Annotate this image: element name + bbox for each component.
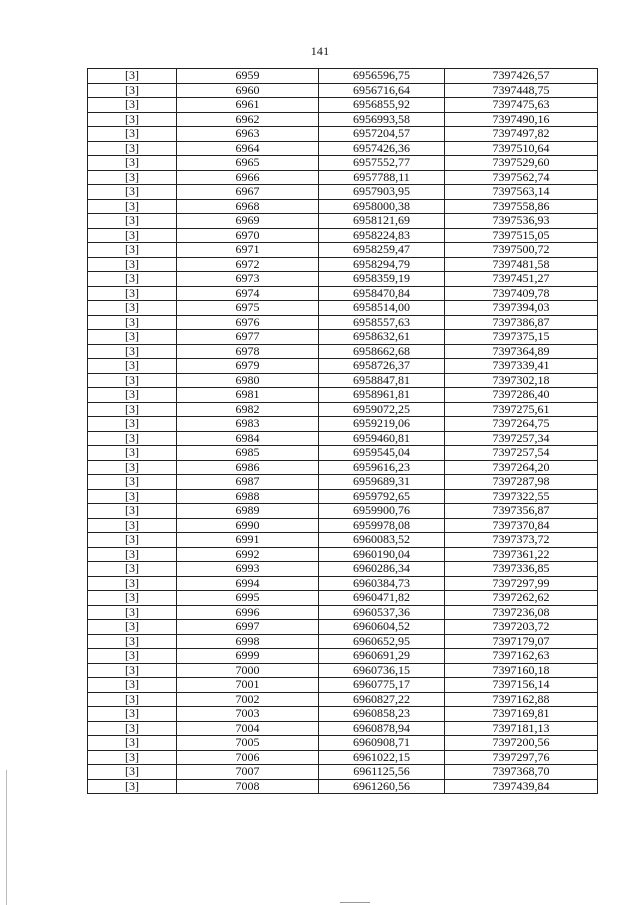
cell-x-coordinate: 6959792,65 [319,489,445,504]
cell-reference: [3] [88,605,177,620]
table-row [88,562,598,577]
cell-y-coordinate: 7397500,72 [445,243,598,258]
cell-y-coordinate: 7397386,87 [445,315,598,330]
cell-reference: [3] [88,591,177,606]
cell-x-coordinate: 6958557,63 [319,315,445,330]
cell-reference: [3] [88,576,177,591]
table-row [88,504,598,519]
cell-y-coordinate: 7397361,22 [445,547,598,562]
cell-y-coordinate: 7397510,64 [445,141,598,156]
table-row [88,315,598,330]
cell-point-number: 6967 [177,185,319,200]
cell-y-coordinate: 7397497,82 [445,127,598,142]
cell-reference: [3] [88,634,177,649]
page-number: 141 [310,44,330,58]
cell-point-number: 6991 [177,533,319,548]
cell-y-coordinate: 7397236,08 [445,605,598,620]
cell-reference: [3] [88,272,177,287]
cell-x-coordinate: 6958359,19 [319,272,445,287]
cell-x-coordinate: 6959219,06 [319,417,445,432]
cell-point-number: 6980 [177,373,319,388]
table-row [88,417,598,432]
cell-y-coordinate: 7397322,55 [445,489,598,504]
cell-reference: [3] [88,489,177,504]
cell-reference: [3] [88,243,177,258]
table-row [88,330,598,345]
cell-x-coordinate: 6960190,04 [319,547,445,562]
cell-y-coordinate: 7397181,13 [445,721,598,736]
cell-x-coordinate: 6959689,31 [319,475,445,490]
cell-point-number: 6997 [177,620,319,635]
cell-y-coordinate: 7397515,05 [445,228,598,243]
cell-point-number: 6998 [177,634,319,649]
table-row [88,402,598,417]
table-row [88,301,598,316]
cell-point-number: 6987 [177,475,319,490]
cell-x-coordinate: 6958662,68 [319,344,445,359]
table-row [88,750,598,765]
cell-y-coordinate: 7397558,86 [445,199,598,214]
cell-reference: [3] [88,678,177,693]
cell-x-coordinate: 6958294,79 [319,257,445,272]
cell-x-coordinate: 6957552,77 [319,156,445,171]
table-row [88,141,598,156]
cell-point-number: 6976 [177,315,319,330]
cell-x-coordinate: 6958470,84 [319,286,445,301]
cell-x-coordinate: 6960537,36 [319,605,445,620]
table-row [88,83,598,98]
cell-point-number: 6979 [177,359,319,374]
cell-y-coordinate: 7397257,54 [445,446,598,461]
cell-reference: [3] [88,736,177,751]
cell-x-coordinate: 6960652,95 [319,634,445,649]
cell-x-coordinate: 6960858,23 [319,707,445,722]
cell-y-coordinate: 7397451,27 [445,272,598,287]
cell-x-coordinate: 6957788,11 [319,170,445,185]
cell-x-coordinate: 6956596,75 [319,69,445,84]
cell-point-number: 6966 [177,170,319,185]
cell-reference: [3] [88,214,177,229]
cell-reference: [3] [88,402,177,417]
table-row [88,605,598,620]
cell-y-coordinate: 7397162,88 [445,692,598,707]
table-row [88,446,598,461]
table-row [88,69,598,84]
cell-y-coordinate: 7397275,61 [445,402,598,417]
cell-y-coordinate: 7397563,14 [445,185,598,200]
cell-point-number: 7005 [177,736,319,751]
cell-reference: [3] [88,562,177,577]
table-row [88,156,598,171]
table-row [88,779,598,794]
cell-point-number: 6995 [177,591,319,606]
cell-point-number: 6969 [177,214,319,229]
cell-y-coordinate: 7397481,58 [445,257,598,272]
cell-reference: [3] [88,692,177,707]
cell-point-number: 6959 [177,69,319,84]
cell-point-number: 6989 [177,504,319,519]
cell-reference: [3] [88,330,177,345]
table-row [88,373,598,388]
cell-x-coordinate: 6957204,57 [319,127,445,142]
table-row [88,243,598,258]
cell-point-number: 7004 [177,721,319,736]
cell-x-coordinate: 6959545,04 [319,446,445,461]
cell-y-coordinate: 7397529,60 [445,156,598,171]
cell-y-coordinate: 7397264,75 [445,417,598,432]
cell-x-coordinate: 6960878,94 [319,721,445,736]
cell-y-coordinate: 7397426,57 [445,69,598,84]
table-row [88,272,598,287]
cell-reference: [3] [88,663,177,678]
cell-y-coordinate: 7397287,98 [445,475,598,490]
table-row [88,707,598,722]
cell-point-number: 6992 [177,547,319,562]
cell-reference: [3] [88,315,177,330]
cell-y-coordinate: 7397179,07 [445,634,598,649]
cell-x-coordinate: 6959978,08 [319,518,445,533]
table-row [88,649,598,664]
cell-reference: [3] [88,170,177,185]
cell-point-number: 7008 [177,779,319,794]
cell-x-coordinate: 6956855,92 [319,98,445,113]
cell-x-coordinate: 6957903,95 [319,185,445,200]
coordinates-table-body [88,69,598,794]
cell-x-coordinate: 6960736,15 [319,663,445,678]
table-row [88,547,598,562]
cell-y-coordinate: 7397394,03 [445,301,598,316]
cell-point-number: 6963 [177,127,319,142]
cell-y-coordinate: 7397156,14 [445,678,598,693]
table-row [88,199,598,214]
cell-reference: [3] [88,199,177,214]
cell-x-coordinate: 6960827,22 [319,692,445,707]
cell-reference: [3] [88,649,177,664]
cell-point-number: 6974 [177,286,319,301]
cell-reference: [3] [88,518,177,533]
cell-x-coordinate: 6956716,64 [319,83,445,98]
cell-x-coordinate: 6960908,71 [319,736,445,751]
cell-reference: [3] [88,388,177,403]
cell-reference: [3] [88,257,177,272]
cell-y-coordinate: 7397562,74 [445,170,598,185]
cell-point-number: 6975 [177,301,319,316]
cell-y-coordinate: 7397286,40 [445,388,598,403]
table-row [88,576,598,591]
cell-y-coordinate: 7397364,89 [445,344,598,359]
table-row [88,214,598,229]
cell-reference: [3] [88,460,177,475]
cell-point-number: 6988 [177,489,319,504]
cell-reference: [3] [88,373,177,388]
cell-x-coordinate: 6960775,17 [319,678,445,693]
table-row [88,692,598,707]
cell-reference: [3] [88,446,177,461]
cell-point-number: 6960 [177,83,319,98]
cell-point-number: 6962 [177,112,319,127]
cell-reference: [3] [88,620,177,635]
cell-point-number: 6994 [177,576,319,591]
cell-reference: [3] [88,707,177,722]
cell-y-coordinate: 7397200,56 [445,736,598,751]
cell-y-coordinate: 7397336,85 [445,562,598,577]
cell-x-coordinate: 6959900,76 [319,504,445,519]
cell-y-coordinate: 7397439,84 [445,779,598,794]
cell-point-number: 6999 [177,649,319,664]
cell-y-coordinate: 7397490,16 [445,112,598,127]
cell-x-coordinate: 6958121,69 [319,214,445,229]
table-row [88,620,598,635]
cell-x-coordinate: 6960384,73 [319,576,445,591]
table-row [88,112,598,127]
cell-point-number: 6981 [177,388,319,403]
cell-point-number: 6965 [177,156,319,171]
table-row [88,591,598,606]
cell-reference: [3] [88,112,177,127]
table-row [88,185,598,200]
cell-x-coordinate: 6961260,56 [319,779,445,794]
coordinates-table [87,68,598,794]
cell-point-number: 6993 [177,562,319,577]
table-row [88,460,598,475]
cell-reference: [3] [88,69,177,84]
cell-point-number: 6973 [177,272,319,287]
cell-y-coordinate: 7397368,70 [445,765,598,780]
cell-reference: [3] [88,359,177,374]
cell-x-coordinate: 6958632,61 [319,330,445,345]
cell-point-number: 7003 [177,707,319,722]
cell-x-coordinate: 6959616,23 [319,460,445,475]
table-row [88,736,598,751]
cell-point-number: 6970 [177,228,319,243]
cell-point-number: 6982 [177,402,319,417]
cell-point-number: 6984 [177,431,319,446]
table-row [88,678,598,693]
cell-y-coordinate: 7397169,81 [445,707,598,722]
cell-x-coordinate: 6958000,38 [319,199,445,214]
cell-y-coordinate: 7397297,76 [445,750,598,765]
table-row [88,98,598,113]
cell-point-number: 6978 [177,344,319,359]
table-row [88,286,598,301]
table-row [88,431,598,446]
cell-x-coordinate: 6956993,58 [319,112,445,127]
cell-x-coordinate: 6960286,34 [319,562,445,577]
cell-x-coordinate: 6959072,25 [319,402,445,417]
cell-reference: [3] [88,98,177,113]
cell-y-coordinate: 7397160,18 [445,663,598,678]
cell-reference: [3] [88,475,177,490]
cell-y-coordinate: 7397262,62 [445,591,598,606]
cell-point-number: 7001 [177,678,319,693]
table-row [88,765,598,780]
table-row [88,518,598,533]
table-row [88,170,598,185]
table-row [88,489,598,504]
cell-reference: [3] [88,721,177,736]
cell-x-coordinate: 6961125,56 [319,765,445,780]
cell-reference: [3] [88,547,177,562]
page-edge-line [6,770,7,905]
cell-reference: [3] [88,301,177,316]
cell-reference: [3] [88,533,177,548]
cell-x-coordinate: 6960691,29 [319,649,445,664]
cell-y-coordinate: 7397370,84 [445,518,598,533]
cell-y-coordinate: 7397264,20 [445,460,598,475]
table-row [88,257,598,272]
cell-reference: [3] [88,156,177,171]
cell-point-number: 6996 [177,605,319,620]
cell-reference: [3] [88,185,177,200]
table-row [88,228,598,243]
cell-point-number: 7000 [177,663,319,678]
cell-x-coordinate: 6960083,52 [319,533,445,548]
bottom-mark [340,902,370,903]
cell-point-number: 7007 [177,765,319,780]
cell-x-coordinate: 6958847,81 [319,373,445,388]
table-row [88,634,598,649]
table-row [88,663,598,678]
cell-reference: [3] [88,286,177,301]
cell-x-coordinate: 6958726,37 [319,359,445,374]
cell-point-number: 6964 [177,141,319,156]
cell-point-number: 6990 [177,518,319,533]
table-row [88,721,598,736]
cell-point-number: 6968 [177,199,319,214]
cell-reference: [3] [88,431,177,446]
cell-reference: [3] [88,779,177,794]
cell-y-coordinate: 7397302,18 [445,373,598,388]
cell-y-coordinate: 7397536,93 [445,214,598,229]
cell-reference: [3] [88,141,177,156]
cell-point-number: 7002 [177,692,319,707]
cell-reference: [3] [88,750,177,765]
cell-point-number: 6972 [177,257,319,272]
table-row [88,359,598,374]
table-row [88,533,598,548]
cell-point-number: 6983 [177,417,319,432]
table-row [88,388,598,403]
cell-x-coordinate: 6958514,00 [319,301,445,316]
cell-point-number: 6977 [177,330,319,345]
cell-reference: [3] [88,228,177,243]
cell-reference: [3] [88,83,177,98]
cell-point-number: 6961 [177,98,319,113]
cell-x-coordinate: 6958224,83 [319,228,445,243]
cell-point-number: 6985 [177,446,319,461]
cell-reference: [3] [88,344,177,359]
cell-point-number: 6971 [177,243,319,258]
cell-y-coordinate: 7397475,63 [445,98,598,113]
cell-reference: [3] [88,504,177,519]
cell-y-coordinate: 7397448,75 [445,83,598,98]
cell-x-coordinate: 6959460,81 [319,431,445,446]
cell-y-coordinate: 7397162,63 [445,649,598,664]
cell-x-coordinate: 6958259,47 [319,243,445,258]
cell-y-coordinate: 7397203,72 [445,620,598,635]
cell-y-coordinate: 7397339,41 [445,359,598,374]
cell-reference: [3] [88,127,177,142]
cell-point-number: 6986 [177,460,319,475]
cell-y-coordinate: 7397257,34 [445,431,598,446]
cell-x-coordinate: 6957426,36 [319,141,445,156]
cell-reference: [3] [88,765,177,780]
cell-y-coordinate: 7397375,15 [445,330,598,345]
table-row [88,344,598,359]
cell-y-coordinate: 7397356,87 [445,504,598,519]
cell-x-coordinate: 6960471,82 [319,591,445,606]
cell-x-coordinate: 6960604,52 [319,620,445,635]
cell-y-coordinate: 7397297,99 [445,576,598,591]
cell-reference: [3] [88,417,177,432]
cell-x-coordinate: 6961022,15 [319,750,445,765]
table-row [88,475,598,490]
cell-x-coordinate: 6958961,81 [319,388,445,403]
cell-point-number: 7006 [177,750,319,765]
cell-y-coordinate: 7397409,78 [445,286,598,301]
table-row [88,127,598,142]
cell-y-coordinate: 7397373,72 [445,533,598,548]
